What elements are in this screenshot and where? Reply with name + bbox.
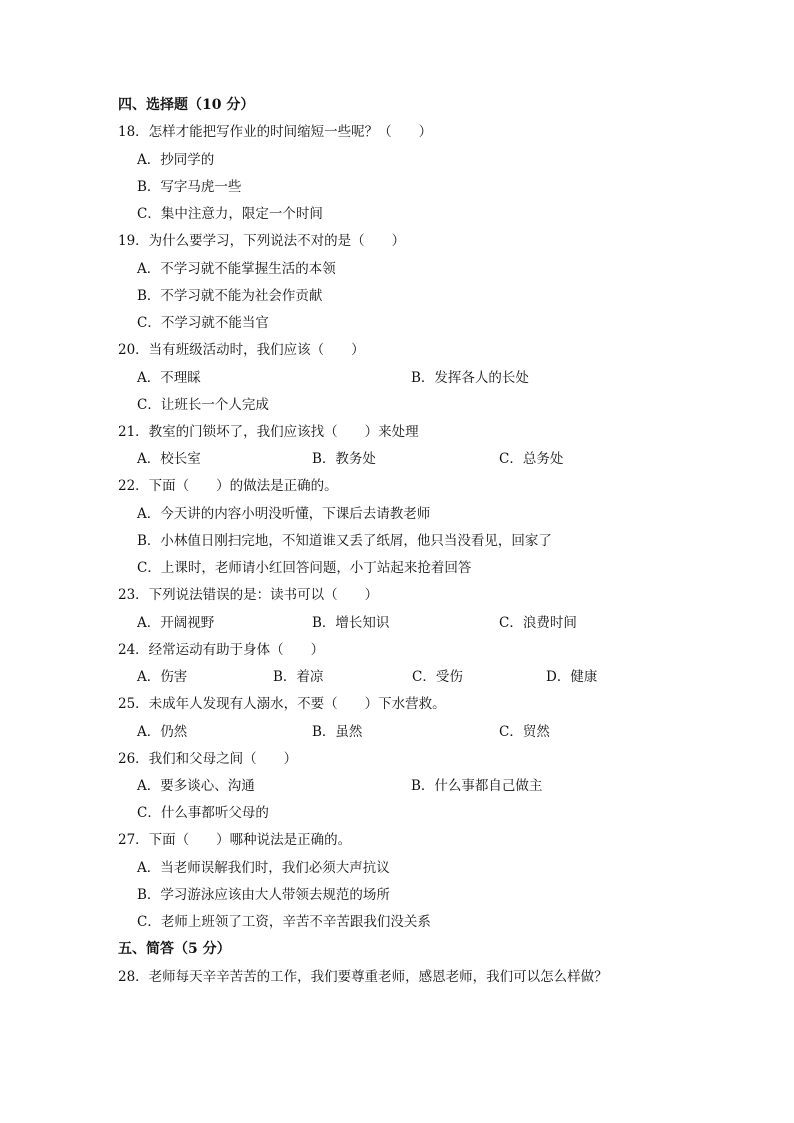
question-23: 23．下列说法错误的是：读书可以（ ）: [118, 587, 379, 603]
question-22: 22．下面（ ）的做法是正确的。: [118, 478, 338, 494]
q24-option-c: C．受伤: [412, 669, 463, 685]
q26-option-a: A．要多谈心、沟通: [137, 778, 255, 794]
q25-option-a: A．仍然: [137, 724, 188, 740]
q20-option-a: A．不理睬: [137, 370, 201, 386]
question-21: 21．教室的门锁坏了，我们应该找（ ）来处理: [118, 424, 419, 440]
q19-option-c: C．不学习就不能当官: [137, 315, 269, 331]
q25-option-b: B．虽然: [312, 724, 363, 740]
q19-option-a: A．不学习就不能掌握生活的本领: [137, 261, 336, 277]
q23-option-a: A．开阔视野: [137, 615, 215, 631]
q27-option-b: B．学习游泳应该由大人带领去规范的场所: [137, 887, 390, 903]
q22-option-a: A．今天讲的内容小明没听懂，下课后去请教老师: [137, 506, 431, 522]
q21-option-c: C．总务处: [499, 451, 564, 467]
q26-option-b: B．什么事都自己做主: [411, 778, 543, 794]
question-27: 27．下面（ ）哪种说法是正确的。: [118, 832, 352, 848]
q23-option-b: B．增长知识: [312, 615, 390, 631]
q27-option-a: A．当老师误解我们时，我们必须大声抗议: [137, 860, 390, 876]
q27-option-c: C．老师上班领了工资，辛苦不辛苦跟我们没关系: [137, 914, 431, 930]
q24-option-b: B．着凉: [273, 669, 324, 685]
question-28: 28．老师每天辛辛苦苦的工作，我们要尊重老师，感恩老师，我们可以怎么样做？: [118, 969, 608, 985]
q18-option-b: B．写字马虎一些: [137, 179, 242, 195]
q23-option-c: C．浪费时间: [499, 615, 577, 631]
question-18: 18．怎样才能把写作业的时间缩短一些呢？（ ）: [118, 124, 433, 140]
q20-option-c: C．让班长一个人完成: [137, 397, 269, 413]
question-25: 25．未成年人发现有人溺水，不要（ ）下水营救。: [118, 696, 446, 712]
section-title-short-answer: 五、简答（5 分）: [118, 941, 231, 957]
q24-option-a: A．伤害: [137, 669, 188, 685]
section-title-choice: 四、选择题（10 分）: [118, 97, 255, 113]
q26-option-c: C．什么事都听父母的: [137, 805, 269, 821]
q19-option-b: B．不学习就不能为社会作贡献: [137, 288, 323, 304]
q18-option-a: A．抄同学的: [137, 152, 215, 168]
question-20: 20．当有班级活动时，我们应该（ ）: [118, 342, 365, 358]
question-24: 24．经常运动有助于身体（ ）: [118, 642, 325, 658]
question-26: 26．我们和父母之间（ ）: [118, 751, 298, 767]
question-19: 19．为什么要学习，下列说法不对的是（ ）: [118, 233, 406, 249]
q21-option-b: B．教务处: [312, 451, 376, 467]
q21-option-a: A．校长室: [137, 451, 201, 467]
q25-option-c: C．贸然: [499, 724, 550, 740]
q22-option-b: B．小林值日刚扫完地，不知道谁又丢了纸屑，他只当没看见，回家了: [137, 533, 552, 549]
q24-option-d: D．健康: [546, 669, 598, 685]
q22-option-c: C．上课时，老师请小红回答问题，小丁站起来抢着回答: [137, 560, 472, 576]
q18-option-c: C．集中注意力，限定一个时间: [137, 206, 323, 222]
q20-option-b: B．发挥各人的长处: [411, 370, 529, 386]
